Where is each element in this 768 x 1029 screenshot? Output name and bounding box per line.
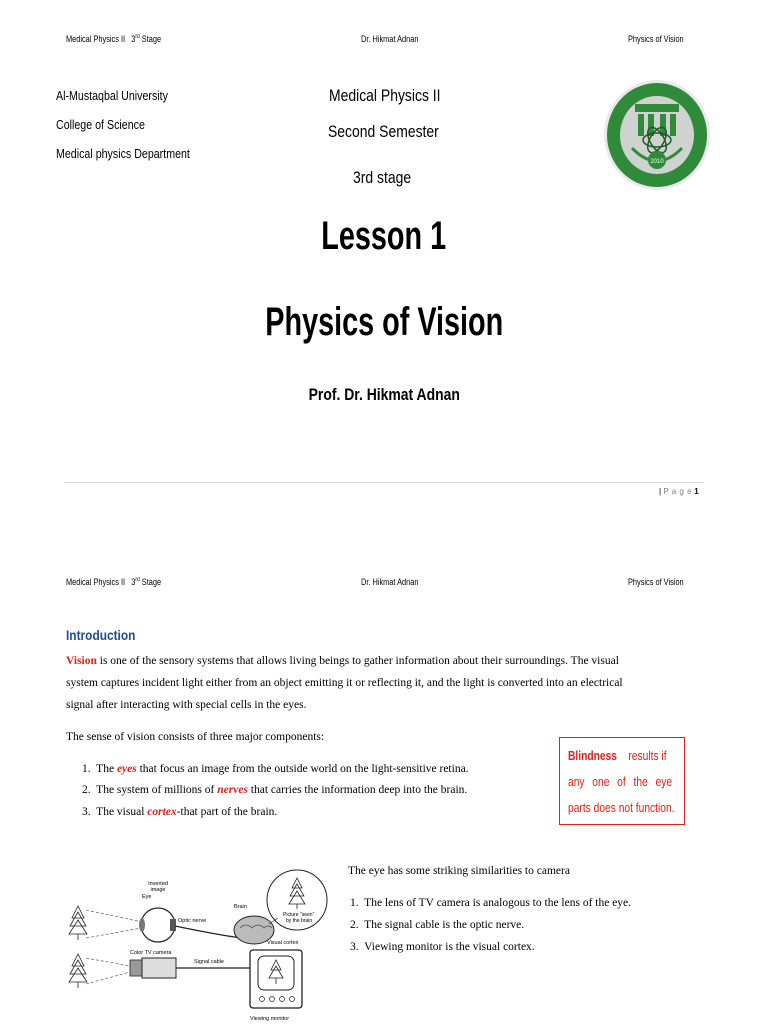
lesson-title-text: Physics of Vision [265,300,503,344]
list-item-term: cortex [147,806,177,818]
running-header-center: Dr. Hikmat Adnan [361,34,419,44]
label-brain: Brain [234,904,247,910]
note-line-2: any one of the eye [568,775,673,789]
monitor-icon [250,950,302,1008]
list-item [82,763,469,775]
blindness-note-box [559,737,685,825]
tree-icon [69,954,87,988]
list-item [350,897,631,909]
list-item [350,941,535,953]
components-intro: The sense of vision consists of three major components: [66,731,325,743]
list-item-term: eyes [116,763,137,775]
page-number [659,487,699,496]
university-logo [602,78,712,192]
eye-icon [139,908,176,942]
intro-term: Vision [66,655,97,667]
label-inverted-2: image [150,887,166,893]
intro-line-3: signal after interacting with special cells in the eyes. [66,699,307,711]
running-header-left [66,34,161,44]
list-item-before: The visual [96,806,148,818]
header-stage-num-2: 3 [131,577,136,587]
list-item-number: 3. [82,806,91,818]
header-stage-num: 3 [131,34,136,44]
university-logo-emblem [602,78,712,192]
header-stage-word-2: Stage [141,577,162,587]
running-header-right: Physics of Vision [628,34,684,44]
list-item-text: The lens of TV camera is analogous to the lens of the eye. [364,897,632,909]
label-picture-seen-1: Picture "seen" [283,912,315,918]
label-picture-seen-2: by the brain [286,918,313,924]
lesson-number-text: Lesson 1 [321,214,447,258]
lesson-number [0,214,768,259]
author-text: Prof. Dr. Hikmat Adnan [308,385,460,404]
list-item-before: The system of millions of [96,784,218,796]
college-name: College of Science [56,117,145,132]
list-item-number: 3. [350,941,359,953]
department-name: Medical physics Department [56,146,190,161]
label-inverted-1: Inverted [148,881,168,887]
list-item-text: The signal cable is the optic nerve. [364,919,525,931]
list-item-number: 2. [350,919,359,931]
label-signal-cable: Signal cable [194,959,224,965]
list-item-after: -that part of the brain. [176,806,278,818]
label-color-tv-camera: Color TV camera [130,950,172,956]
label-optic-nerve: Optic nerve [178,918,207,924]
author [0,385,768,405]
running-header-left-2 [66,577,161,587]
header-stage-word: Stage [141,34,162,44]
label-eye: Eye [142,894,152,900]
logo-year: 2010 [650,159,664,165]
note-term: Blindness [568,749,617,763]
list-item-before: The [96,763,117,775]
list-item-text: Viewing monitor is the visual cortex. [364,941,535,953]
eye-camera-figure [64,862,332,1024]
list-item-number: 1. [82,763,91,775]
label-visual-cortex: Visual cortex [267,940,299,946]
page-number-bar: | [659,487,662,496]
header-course: Medical Physics II [66,34,126,44]
list-item-term: nerves [217,784,248,796]
stage: 3rd stage [353,168,412,187]
header-course-2: Medical Physics II [66,577,126,587]
intro-line-1 [66,655,619,667]
header-stage-sup-2: rd [135,577,140,583]
intro-line-1-text: is one of the sensory systems that allows living beings to gather information about their surroundings. The visual [96,655,619,667]
list-item [350,919,524,931]
eye-camera-diagram [64,862,332,1024]
lesson-title [0,300,768,345]
note-line-3: parts does not function. [568,801,675,815]
list-item [82,806,277,818]
section-heading: Introduction [66,627,136,643]
tree-icon [69,906,87,940]
tv-camera-icon [130,958,176,978]
label-viewing-monitor: Viewing monitor [250,1016,290,1022]
semester: Second Semester [328,122,439,141]
list-item-number: 2. [82,784,91,796]
header-stage-sup: rd [135,34,140,40]
intro-line-2: system captures incident light either from an object emitting it or reflecting it, and the light is converted into an electrical [66,677,623,689]
note-line-1 [568,749,667,763]
institution-name: Al-Mustaqbal University [56,88,168,103]
list-item-number: 1. [350,897,359,909]
page-number-label: P a g e [663,487,693,496]
list-item-after: that focus an image from the outside world on the light-sensitive retina. [136,763,469,775]
running-header-center-2: Dr. Hikmat Adnan [361,577,419,587]
page-number-value: 1 [694,487,699,496]
list-item-after: that carries the information deep into the brain. [247,784,468,796]
camera-intro: The eye has some striking similarities to camera [348,865,570,877]
running-header-right-2: Physics of Vision [628,577,684,587]
note-line-1-rest: results if [628,749,667,763]
list-item [82,784,467,796]
course-title: Medical Physics II [329,86,441,105]
footer-divider [64,482,704,483]
